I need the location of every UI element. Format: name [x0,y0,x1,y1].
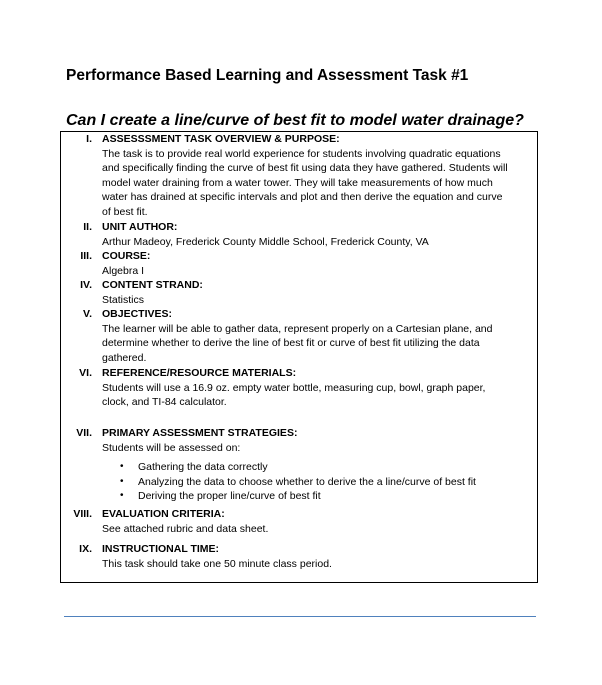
section-body-line: The task is to provide real world experience for students involving quadratic equations [102,147,501,160]
section-numeral: III. [80,250,92,262]
list-item [102,460,536,475]
section-body-line: Students will be assessed on: [102,441,241,454]
section-heading: REFERENCE/RESOURCE MATERIALS: [102,367,297,379]
section-body-line: of best fit. [102,205,148,218]
section-body-line: Statistics [102,293,145,306]
section-heading: PRIMARY ASSESSMENT STRATEGIES: [102,427,298,439]
section-body-line: Arthur Madeoy, Frederick County Middle School, Frederick County, VA [102,235,429,248]
bullet-icon: • [120,490,124,502]
section-heading: COURSE: [102,250,151,262]
section-numeral: V. [83,308,92,320]
section-body-line: determine whether to derive the line of best fit or curve of best fit utilizing the data [102,337,480,350]
section-heading: ASSESSSMENT TASK OVERVIEW & PURPOSE: [102,133,340,145]
section-heading: EVALUATION CRITERIA: [102,508,225,520]
list-item-text: Deriving the proper line/curve of best fit [138,490,321,503]
bullet-icon: • [120,461,124,473]
section-body-line: model water draining from a water tower. They will take measurements of how much [102,176,493,189]
section-body-line: Algebra I [102,264,145,277]
section-heading: INSTRUCTIONAL TIME: [102,543,220,555]
list-item [102,475,536,490]
section-numeral: I. [86,133,92,145]
document-title: Performance Based Learning and Assessment Task #1 [66,67,469,84]
task-overview-box [60,131,538,583]
section-numeral: II. [83,221,92,233]
section-numeral: VIII. [73,508,92,520]
section-body-line: This task should take one 50 minute class period. [102,557,332,570]
section-body-line: and specifically finding the curve of best fit using data they have gathered. Students will [102,162,508,175]
section-heading: OBJECTIVES: [102,308,173,320]
section-heading: CONTENT STRAND: [102,279,203,291]
section-body-line: See attached rubric and data sheet. [102,522,269,535]
section-body-line: clock, and TI-84 calculator. [102,396,227,409]
section-body-line: The learner will be able to gather data, represent properly on a Cartesian plane, and [102,322,493,335]
section-heading: UNIT AUTHOR: [102,221,178,233]
section-body-line: gathered. [102,351,147,364]
list-item-text: Analyzing the data to choose whether to derive the a line/curve of best fit [138,475,476,488]
section-numeral: VII. [76,427,92,439]
section-body-line: Students will use a 16.9 oz. empty water bottle, measuring cup, bowl, graph paper, [102,381,486,394]
list-item [102,489,536,504]
list-item-text: Gathering the data correctly [138,461,268,474]
section-body-line: water has drained at specific intervals and plot and then derive the equation and curve [102,191,503,204]
section-numeral: VI. [79,367,92,379]
section-numeral: IV. [80,279,92,291]
footer-divider [64,616,536,617]
bullet-icon: • [120,475,124,487]
driving-question: Can I create a line/curve of best fit to model water drainage? [66,112,524,129]
section-numeral: IX. [79,543,92,555]
strategy-list [102,460,536,504]
